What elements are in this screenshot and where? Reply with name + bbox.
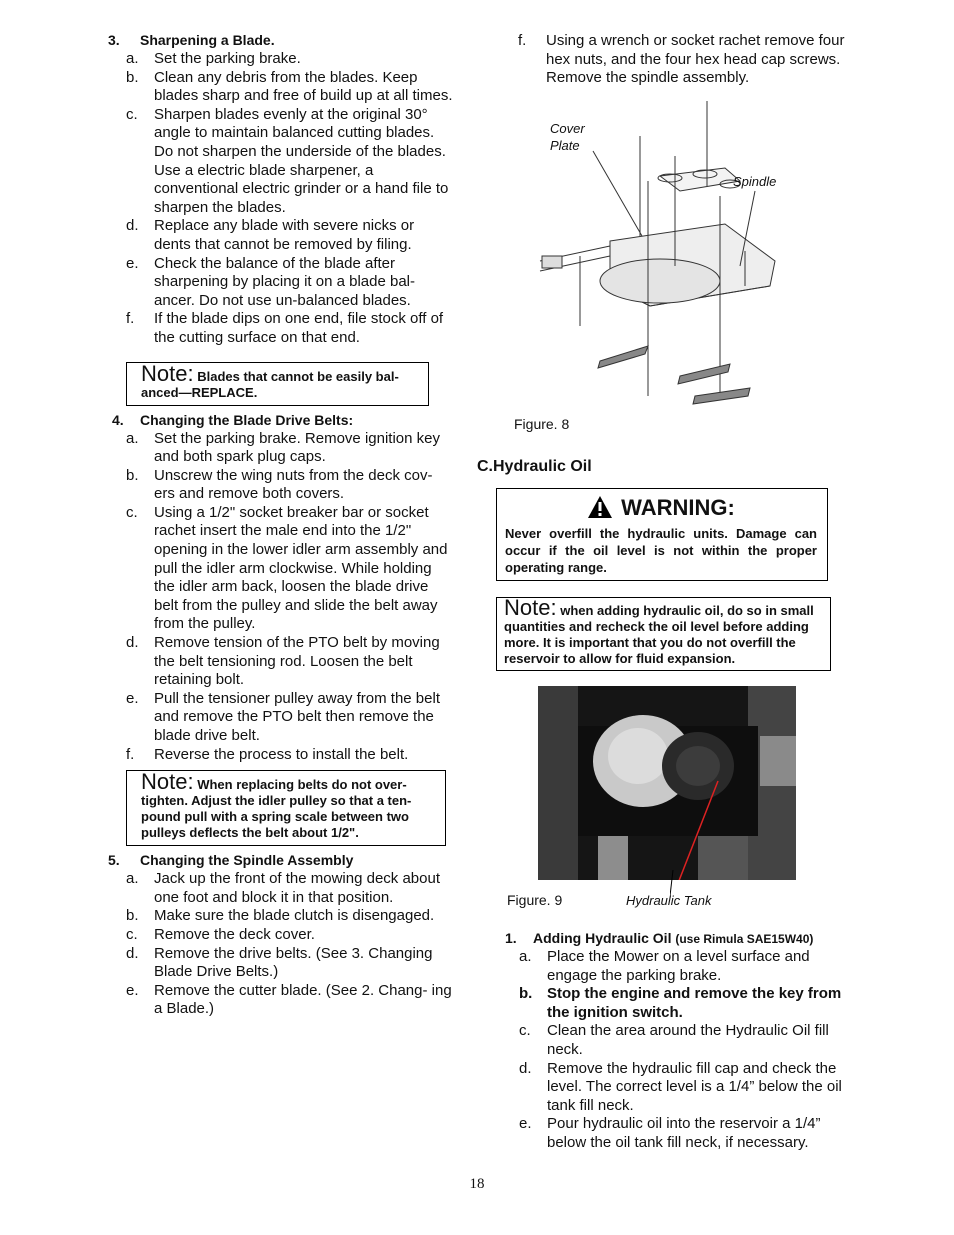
list-item [108,69,453,106]
note-text: When replacing belts do not over- tighten. Adjust the idler pulley so that a ten- pound pull with a spring scale between two pulleys deflects the belt about 1/2". [141,777,412,841]
section-number: 1. [505,930,517,946]
list-item [108,945,453,982]
warning-box [496,488,828,581]
hydraulic-tank-label: Hydraulic Tank [626,893,712,908]
list-item [108,690,453,746]
section-title: Adding Hydraulic Oil [533,930,672,946]
item-text: Clean the area around the Hydraulic Oil fill neck. [547,1022,829,1058]
item-text: Jack up the front of the mowing deck about one foot and block it in that position. [154,870,441,906]
item-letter: d. [126,944,139,962]
item-letter: a. [126,50,139,67]
sharpening-steps [108,50,453,348]
section-title: Sharpening a Blade. [140,32,275,48]
list-item [108,255,453,311]
section-title: Changing the Spindle Assembly [140,852,354,869]
item-letter: d. [126,634,139,652]
list-item [505,985,850,1022]
list-item [108,504,453,634]
item-letter: e. [126,981,139,999]
item-text: Sharpen blades evenly at the original 30° angle to maintain balanced cutting blades. Do not sharpen the underside of the blades. Use a electric blade sharpener, a conventional electric grinder or a hand file to sharpen the blades. [154,105,449,216]
oil-steps [505,948,850,1153]
item-letter: a. [519,948,532,965]
list-item [108,50,453,69]
spindle-steps [108,870,453,1019]
item-text: Remove the hydraulic fill cap and check the level. The correct level is a 1/4” below the oil tank fill neck. [547,1059,842,1114]
item-letter: d. [519,1059,532,1077]
list-item [108,907,453,926]
item-text: Replace any blade with severe nicks or dents that cannot be removed by filing. [154,217,415,253]
figure-9-caption: Figure. 9 [507,892,563,908]
left-column [108,32,453,1019]
list-item [505,948,850,985]
list-item [505,1022,850,1059]
list-item [108,926,453,945]
list-item [108,310,453,347]
item-text: Remove tension of the PTO belt by moving the belt tensioning rod. Loosen the belt retaining bolt. [154,634,440,689]
warning-title: WARNING: [505,495,817,519]
note-text: when adding hydraulic oil, do so in small quantities and recheck the oil level before adding more. It is important that you do not overfill the reservoir to allow for fluid expansion. [504,603,814,666]
figure-9-photo [538,686,796,880]
warning-text: Never overfill the hydraulic units. Damage can occur if the oil level is not within the proper operating range. [505,526,817,575]
list-item [505,1060,850,1116]
item-text: Set the parking brake. [154,50,301,67]
note-belts [126,770,446,846]
item-letter: c. [126,503,138,521]
hydraulic-tank-photo [538,686,796,880]
warning-icon [587,495,613,519]
item-text: Pull the tensioner pulley away from the belt and remove the PTO belt then remove the blade drive belt. [154,689,440,744]
item-text: Make sure the blade clutch is disengaged. [154,907,435,925]
note-blades [126,362,429,406]
item-letter: e. [126,254,139,272]
section-title: Changing the Blade Drive Belts: [140,411,354,428]
list-item [108,746,453,765]
item-text: Unscrew the wing nuts from the deck cov- ers and remove both covers. [154,466,433,503]
list-item [108,982,453,1019]
item-text: Reverse the process to install the belt. [154,745,409,763]
item-letter: e. [519,1115,532,1133]
item-letter: b. [126,466,139,484]
item-letter: f. [126,745,135,763]
section-4-heading [108,412,453,428]
belt-steps [108,430,453,765]
section-number: 5. [108,852,120,869]
list-item [108,634,453,690]
item-text: If the blade dips on one end, file stock off of the cutting surface on that end. [154,310,444,346]
page-number: 18 [469,1176,485,1192]
figure-8 [530,96,780,414]
section-number: 4. [112,411,124,428]
note-label: Note: [141,360,194,386]
spindle-label: Spindle [733,174,777,189]
list-item [108,430,453,467]
note-label: Note: [141,769,194,795]
section-3-heading [108,32,453,48]
item-letter: b. [126,907,139,925]
figure-8-caption: Figure. 8 [514,416,570,432]
item-text: Check the balance of the blade after sharpening by placing it on a blade bal- ancer. Do not use un-balanced blades. [154,254,416,309]
item-text: Pour hydraulic oil into the reservoir a 1/4” below the oil tank fill neck, if necessary. [547,1115,821,1151]
item-text: Using a 1/2" socket breaker bar or socket rachet insert the male end into the 1/2" opening in the lower idler arm assembly and pull the idler arm clockwise. While holding the idler arm back, loosen the blade drive belt from the pulley and slide the belt away from the pulley. [154,503,448,633]
item-letter: c. [126,925,138,943]
item-text: Remove the cutter blade. (See 2. Chang- ing a Blade.) [154,981,452,1018]
adding-oil-section [505,930,850,1153]
note-label: Note: [504,595,557,620]
section-note: (use Rimula SAE15W40) [675,932,814,946]
item-letter: c. [126,105,138,123]
item-letter: b. [519,985,533,1003]
item-letter: f. [126,310,135,328]
item-letter: a. [126,870,139,888]
item-text: Place the Mower on a level surface and engage the parking brake. [547,948,810,984]
cover-plate-label: Cover Plate [550,121,585,153]
list-item [108,217,453,254]
right-column [496,32,848,88]
item-letter: c. [519,1022,531,1040]
item-letter: a. [126,429,139,447]
note-hydraulic [496,597,831,671]
list-item [108,870,453,907]
item-text: Remove the drive belts. (See 3. Changing Blade Drive Belts.) [154,944,433,981]
section-c-heading: C.Hydraulic Oil [477,458,592,475]
item-text: Set the parking brake. Remove ignition key and both spark plug caps. [154,429,440,466]
list-item [505,1115,850,1152]
section-5-heading [108,852,453,868]
list-item [108,467,453,504]
item-text: Remove the deck cover. [154,925,315,943]
section-1-heading [505,930,850,946]
section-number: 3. [108,32,120,48]
item-letter: e. [126,689,139,707]
item-text: Stop the engine and remove the key from the ignition switch. [547,985,842,1021]
item-letter: b. [126,68,139,86]
item-letter: d. [126,217,139,235]
list-item [108,106,453,218]
item-text: Clean any debris from the blades. Keep blades sharp and free of build up at all times. [154,68,453,105]
note-text: Blades that cannot be easily bal- anced—REPLACE. [141,368,399,400]
step-f: f. Using a wrench or socket rachet remove four hex nuts, and the four hex head cap screws. Remove the spindle assembly. [518,32,845,87]
